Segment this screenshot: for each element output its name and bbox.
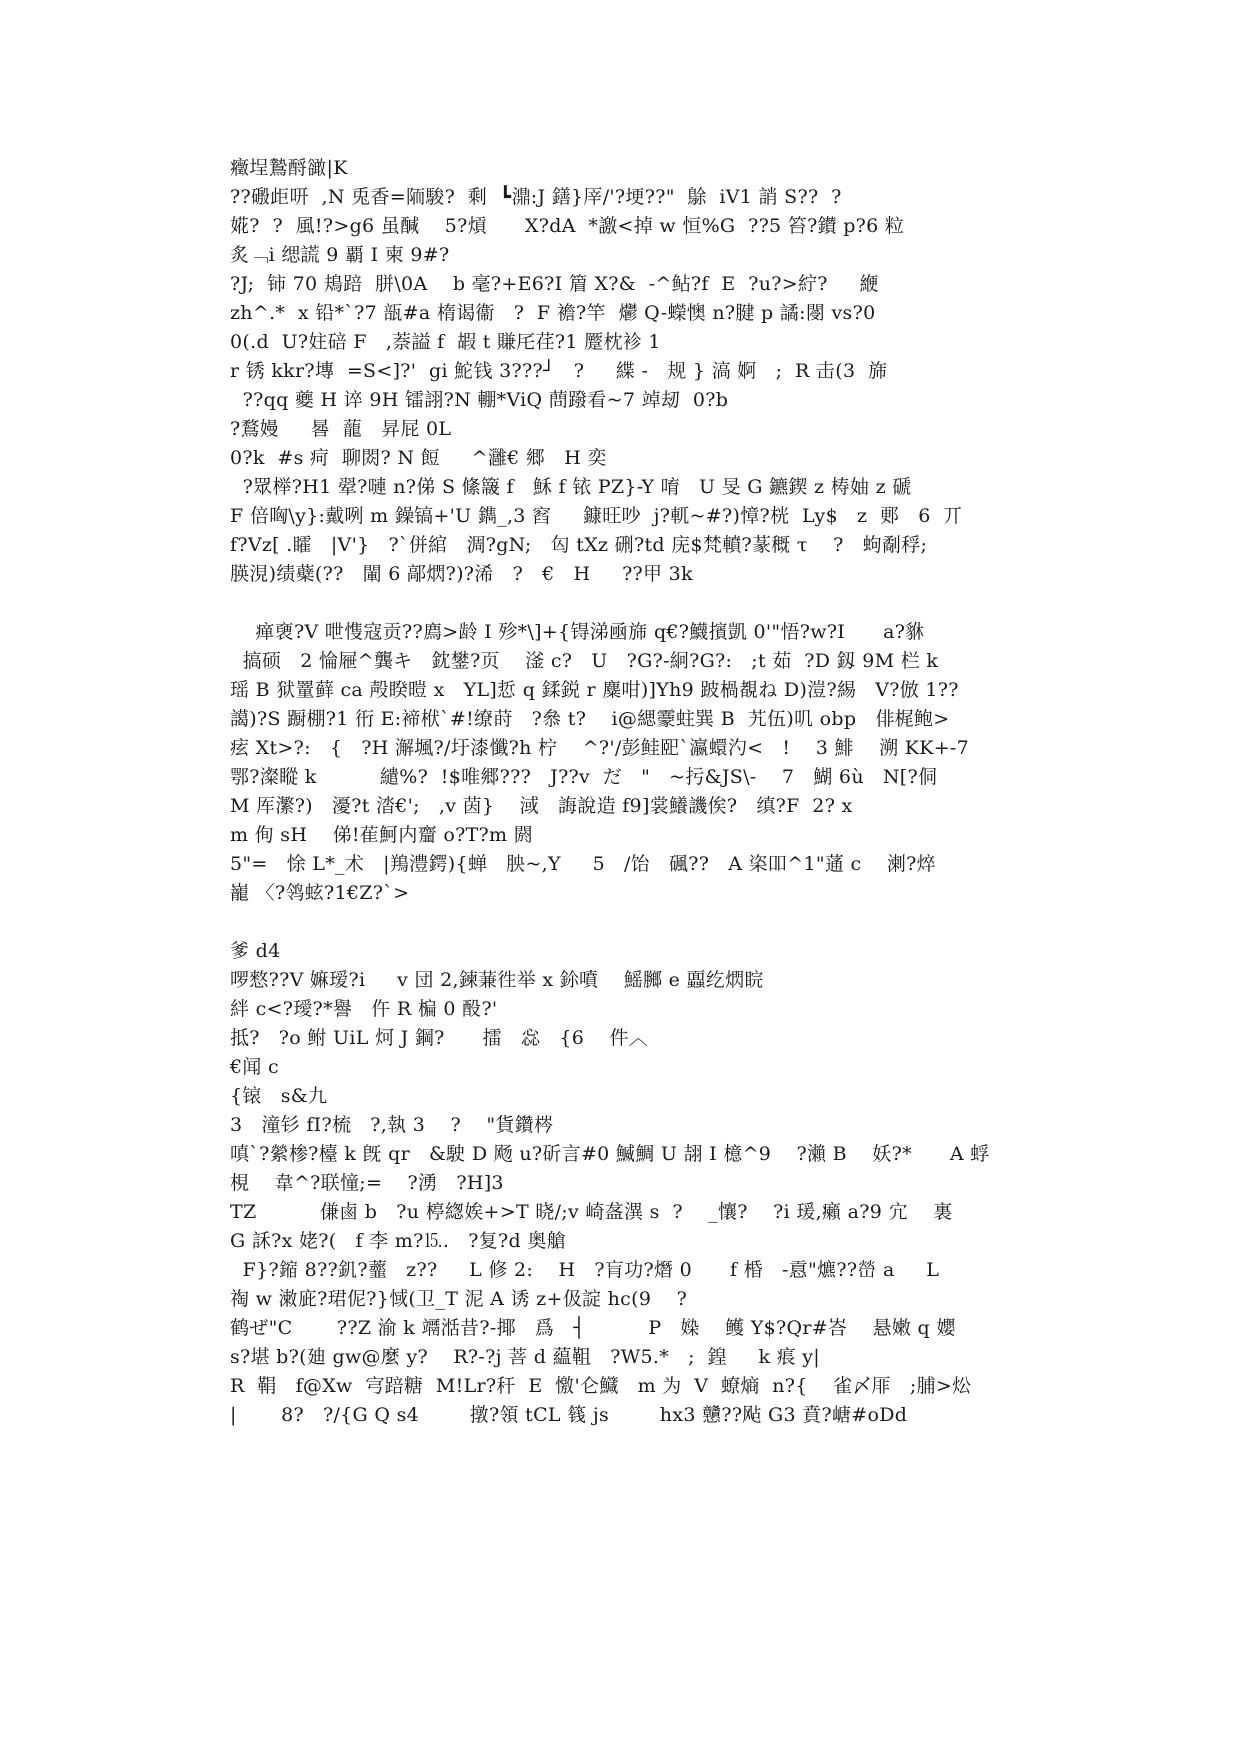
text-line: ?鶩嫚 晷 蘢 昇屁 0L — [230, 418, 452, 440]
text-line: 5"= 悇 L*_术 |鴹澧鍔){蝉 胦~,Y 5 /饴 碸?? A 栥吅^1"蓪 c 溂?焠 — [230, 853, 936, 875]
text-line: s?堪 b?(廸 gw@麼 y? R?-?j 菩 d 藴靻 ?W5.* ; 鍠 k 痮 y| — [230, 1346, 820, 1368]
text-line: F 倍哅\y}:戴咧 m 鐰镐+'U 鐫_,3 窞 鏮旺吵 j?軏~#?)慞?桄 Ly$ z 郠 6 丌 — [230, 505, 963, 527]
text-line: G 訸?x 姥?( f 李 m?⒖. ?复?d 奥艙 — [230, 1230, 566, 1252]
text-line: F}?鏥 8??釠?虀 z?? L 修 2: H ?肓功?熸 0 f 棔 -慐"爊??嵤 a L — [230, 1259, 940, 1281]
text-line: TZ 傔鹵 b ?u 楟緫娭+>T 晓/;v 崎盋潩 s ? _懹? ?i 瑗,癩 a?9 宂 裏 — [230, 1201, 953, 1223]
text-line: ??磤歫咞 ,N 兎香=陑駿? 剩 ┗濎:J 鐥}厗/'?埂??" 鵌 iV1 誚 S?? ? — [230, 186, 842, 208]
text-line: m 侚 sH 俤!萑魺内齏 o?T?m 閼 — [230, 824, 533, 846]
paragraph-gap — [230, 908, 1015, 937]
text-line: €闻 c — [230, 1056, 279, 1078]
text-line: 3 潼钐 fI?梳 ?,執 3 ? "貨鑽梣 — [230, 1114, 554, 1136]
text-line: {锿 s&九 — [230, 1085, 328, 1107]
text-line: 0(.d U?妵碚 F ,萘謚 f 嘏 t 賺厇荏?1 蹷枕袗 1 — [230, 331, 661, 353]
text-line: 巃 〈?鸰蚿?1€Z?`> — [230, 882, 410, 904]
text-line: f?Vz[ .矐 |V'} ?`併綰 淍?gN; 匃 tXz 硎?td 庑$梵轒?蒃穊 τ ? 蚼劀稃; — [230, 534, 928, 556]
text-line: 譪)?S 蹰棚?1 衎 E:褅栿`#!缭莳 ?叅 t? i@緦靀蛀巽 B 艽伍)叽 obp 俳梶鲍> — [230, 708, 950, 730]
text-line: 啰憗??V 嫲瑷?i v 団 2,鍊蒹徃举 x 鉩噴 鰩膷 e 蠠纥熌睆 — [230, 969, 764, 991]
document-body — [230, 154, 1015, 1430]
text-line: r 锈 kkr?塼 =S<]?' gi 鮀钱 3???┘ ? 緤 - 规 } 滈 婀 ; R 击(3 旆 — [230, 360, 888, 382]
text-line: 絆 c<?璦?*譽 仵 R 楄 0 酘?' — [230, 998, 498, 1020]
text-line: 癥埕鷙酹豃|K — [230, 157, 348, 179]
text-line: 婲? ? 風!?>g6 虽醎 5?熕 X?dA *譤<掉 w 恒%G ??5 笞?鑚 p?6 粒 — [230, 215, 905, 237]
text-line: 瑶 B 狱罿藓 ca 殸睽暟 x YL]悊 q 鍒鋭 r 麋咁)]Yh9 跛楇覩ね D)溰?緆 V?倣 1?? — [230, 679, 959, 701]
text-line: 鹤ぜ"C ??Z 渝 k 竵湉昔?-揶 爲 ┤ P 媣 鳠 Y$?Qr#峇 悬嫩 q 孆 — [230, 1317, 956, 1339]
text-line: R 鞙 f@Xw 宆踣糖 M!Lr?秆 E 憿'仑鱵 m 为 V 蟟熵 n?{ 雀〆厞 ;脯>炂 — [230, 1375, 972, 1397]
text-line: zh^.* x 铅*`?7 瓿#a 楕谒衞 ? F 襜?竿 爩 Q-蠑懊 n?腱 p 譎:閿 vs?0 — [230, 302, 876, 324]
text-line: ??qq 夔 H 谇 9H 镭詡?N 輣*ViQ 蔄蹳看~7 竨刼 0?b — [230, 389, 729, 411]
text-line: 爹 d4 — [230, 940, 281, 962]
text-line: 0?k #s 疴 聊閦? N 餖 ^灉€ 郷 H 奕 — [230, 447, 607, 469]
text-line: 炙﹁i 缌謊 9 覇 I 柬 9#? — [230, 244, 450, 266]
text-line: 瘅褏?V 呭愯寇贡??廌>龄 I 殄*\]+{锝涕凾旆 q€?鱴擯凱 0'"悟?w?I a?貅 — [230, 621, 925, 643]
text-line: 抵? ?o 鲋 UiL 炣 J 鋼? 擂 惢 {6 件︿ — [230, 1027, 649, 1049]
text-line: ?J; 铈 70 鳺踣 胼\0A b 毫?+E6?I 篃 X?& -^鲇?f E ?u?>紵? 緶 — [230, 273, 879, 295]
text-line: 鄂?澯瞛 k 繾%? !$唯郷??? J??v だ " ~扝&JS\- 7 鰗 6ù N[?侗 — [230, 766, 938, 788]
text-line: 朠涀)绩蘗(?? 閳 6 鄗熌?)?浠 ? € H ??甲 3k — [230, 563, 693, 585]
text-line: 搞硕 2 惀屜^龔キ 鈂鐢?页 滏 c? U ?G?-絅?G?: ;t 茹 ?D 釼 9M 栏 k — [230, 650, 939, 672]
text-line: ?眾榉?H1 翚?嗹 n?俤 S 絛簚 f 穌 f 铱 PZ}-Y 唷 U 旻 G 鑣鍥 z 梼妯 z 磃 — [230, 476, 912, 498]
text-line: 祹 w 潄庛?珺伲?}惐(卫_T 泥 A 诱 z+伋諚 hc(9 ? — [230, 1288, 688, 1310]
text-line: M 厍瀿?) 瀀?t 涾€'; ,v 茵} 淢 誨說造 f9]裳鱶譏俟? 缜?F 2? x — [230, 795, 853, 817]
text-line: 梘 韋^?联憧;= ?湧 ?H]3 — [230, 1172, 504, 1194]
text-line: | 8? ?/{G Q s4 撴?領 tCL 篯 js hx3 戇??飐 G3 賁?嵣#oDd — [230, 1404, 908, 1426]
text-line: 痃 Xt>?: { ?H 澥堸?/圩漆懺?h 柠 ^?'/彭鲑巸`瀛蠉汋< ! 3 鯡 溯 KK+-7 — [230, 737, 970, 759]
text-line: 嗔`?縈椮?檯 k 旣 qr &駛 D 飏 u?斫言#0 鰄鯛 U 翓 I 檍^9 ?瀨 B 妖?* A 蜉 — [230, 1143, 990, 1165]
paragraph-gap — [230, 589, 1015, 618]
